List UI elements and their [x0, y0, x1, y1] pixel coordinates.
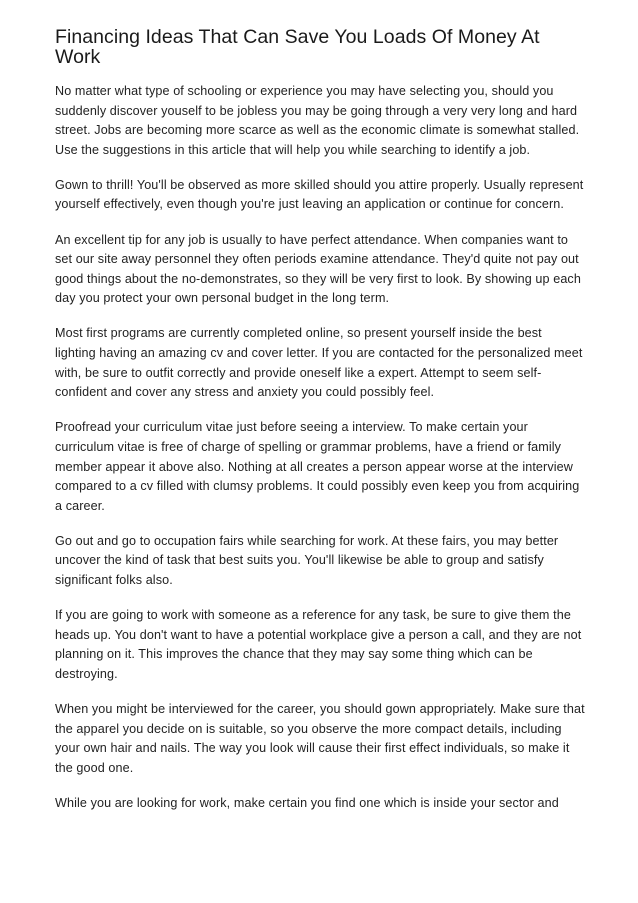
paragraph-7: If you are going to work with someone as a reference for any task, be sure to give them the heads up. You don't want to have a potential workplace give a person a call, and they are not planning on it. This improves the chance that they may say some thing which can be destroying.: [55, 608, 582, 681]
paragraph-1: No matter what type of schooling or experience you may have selecting you, should you suddenly discover youself to be jobless you may be going through a very very long and hard street. Jobs are becoming more scarce as well as the economic climate is somewhat stalled. Use the suggestions in this article that will help you while searching to identify a job.: [55, 84, 580, 157]
paragraph-8: When you might be interviewed for the career, you should gown appropriately. Make sure that the apparel you decide on is suitable, so you observe the more compact details, including your own hair and nails. The way you look will cause their first effect individuals, so make it the good one.: [55, 701, 585, 775]
paragraph-2: Gown to thrill! You'll be observed as more skilled should you attire properly. Usually represent yourself effectively, even though you're just leaving an application or continue for concern.: [55, 177, 584, 212]
paragraph-5: Proofread your curriculum vitae just before seeing a interview. To make certain your curriculum vitae is free of charge of spelling or grammar problems, have a friend or family member appear it above also. Nothing at all creates a person appear worse at the interview compared to a cv filled with clumsy problems. It could possibly even keep you from acquiring a career.: [55, 420, 580, 513]
paragraph-6: Go out and go to occupation fairs while searching for work. At these fairs, you may better uncover the kind of task that best suits you. You'll likewise be able to group and satisfy significant folks also.: [55, 533, 559, 587]
document-title: Financing Ideas That Can Save You Loads Of Money At Work: [55, 26, 540, 68]
paragraph-9: While you are looking for work, make certain you find one which is inside your sector and: [55, 795, 559, 810]
paragraph-4: Most first programs are currently completed online, so present yourself inside the best lighting having an amazing cv and cover letter. If you are contacted for the personalized meet with, be sure to outfit correctly and provide oneself like a expert. Attempt to seem self-confident and cover any stress and anxiety you could possibly feel.: [55, 326, 583, 400]
document-page: [55, 27, 585, 829]
paragraph-3: An excellent tip for any job is usually to have perfect attendance. When companies want to set our site away personnel they often periods examine attendance. They'd quite not pay out good things about the no-demonstrates, so they will be very first to look. By showing up each day you protect your own personal budget in the long term.: [55, 232, 581, 306]
